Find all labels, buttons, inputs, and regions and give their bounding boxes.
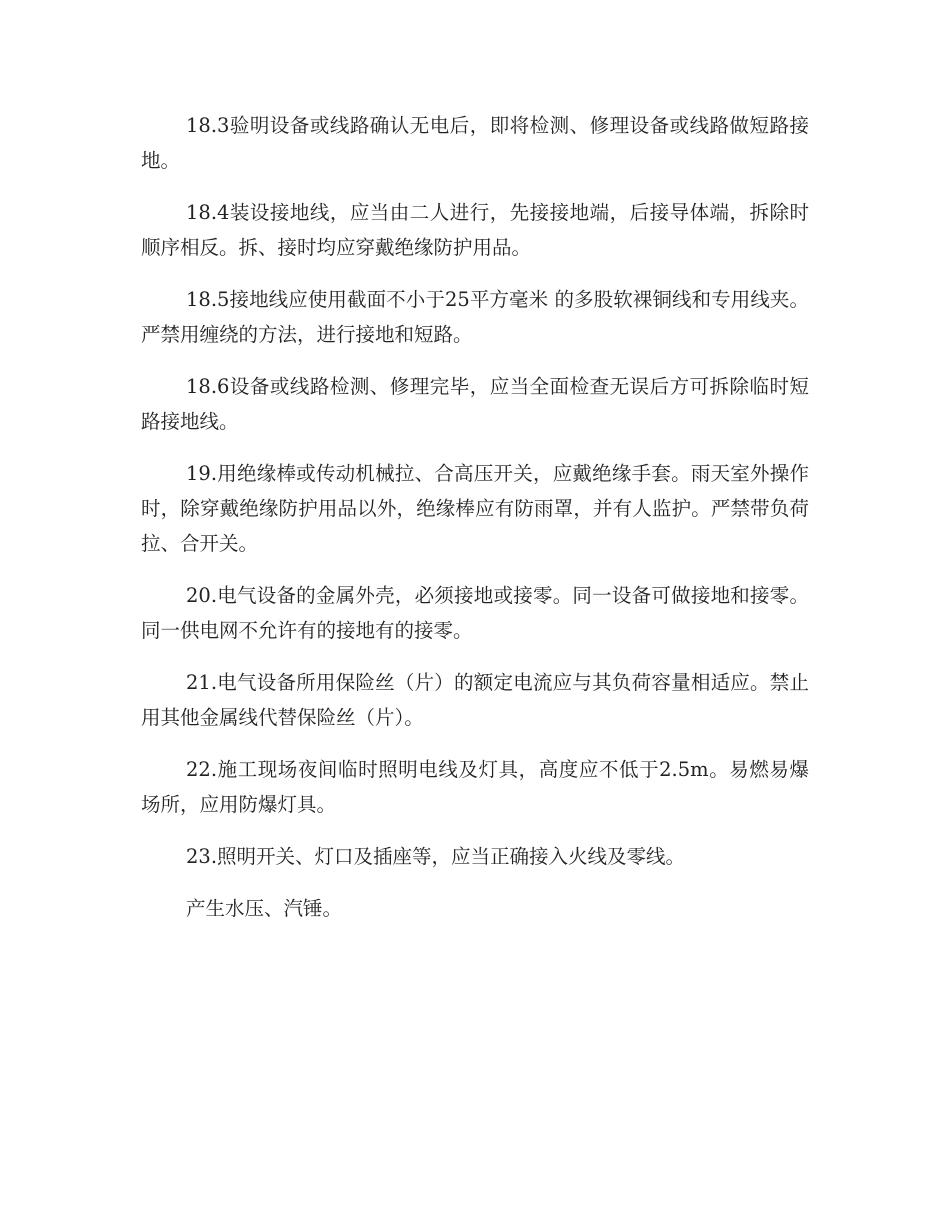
- paragraph-19: 19.用绝缘棒或传动机械拉、合高压开关，应戴绝缘手套。雨天室外操作时，除穿戴绝缘防护用品以外，绝缘棒应有防雨罩，并有人监护。严禁带负荷拉、合开关。: [141, 462, 809, 555]
- paragraph-18-3: 18.3验明设备或线路确认无电后，即将检测、修理设备或线路做短路接地。: [141, 114, 809, 172]
- paragraph-closing: 产生水压、汽锤。: [186, 897, 343, 920]
- paragraph-23: 23.照明开关、灯口及插座等，应当正确接入火线及零线。: [186, 845, 686, 868]
- paragraph-18-4: 18.4装设接地线，应当由二人进行，先接接地端，后接导体端，拆除时顺序相反。拆、接时均应穿戴绝缘防护用品。: [141, 201, 809, 259]
- paragraph-21: 21.电气设备所用保险丝（片）的额定电流应与其负荷容量相适应。禁止用其他金属线代替保险丝（片）。: [141, 671, 809, 729]
- paragraph-22: 22.施工现场夜间临时照明电线及灯具，高度应不低于2.5m。易燃易爆场所，应用防爆灯具。: [141, 758, 809, 816]
- paragraph-18-6: 18.6设备或线路检测、修理完毕，应当全面检查无误后方可拆除临时短路接地线。: [141, 375, 809, 433]
- paragraph-18-5: 18.5接地线应使用截面不小于25平方毫米 的多股软裸铜线和专用线夹。严禁用缠绕的方法，进行接地和短路。: [141, 288, 809, 346]
- document-body: [141, 108, 809, 943]
- paragraph-20: 20.电气设备的金属外壳，必须接地或接零。同一设备可做接地和接零。同一供电网不允许有的接地有的接零。: [141, 584, 809, 642]
